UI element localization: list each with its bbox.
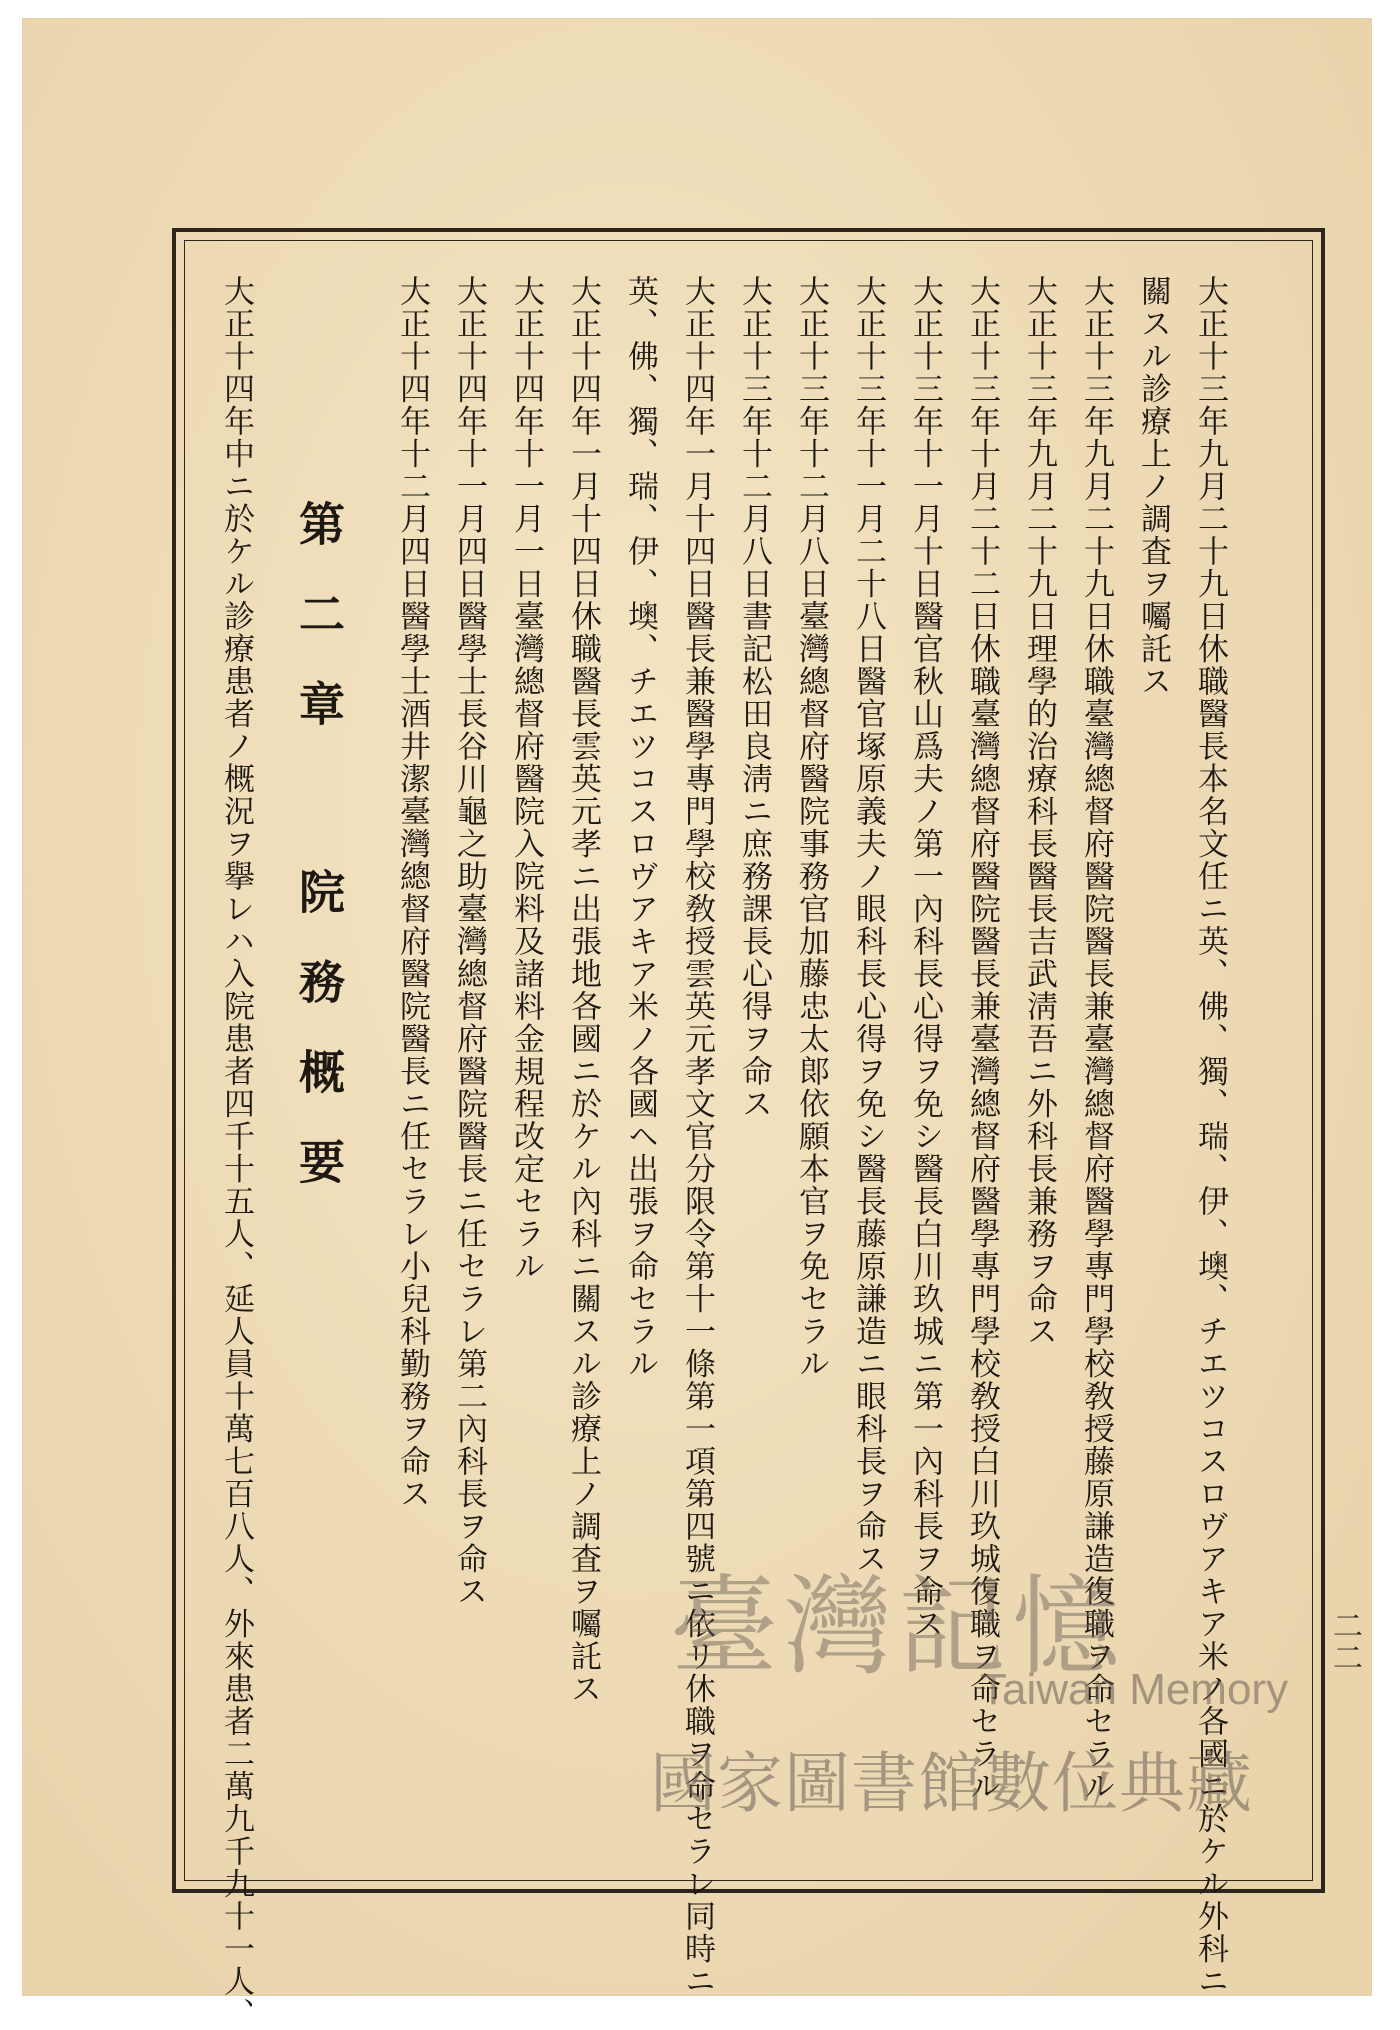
text-column: 大正十三年九月二十九日休職臺灣總督府醫院醫長兼臺灣總督府醫學專門學校敎授藤原謙造復職ヲ命セラル (1078, 275, 1114, 1803)
text-column: 大正十三年十一月十日醫官秋山爲夫ノ第一內科長心得ヲ免シ醫長白川玖城ニ第一內科長ヲ命ス (907, 275, 943, 1640)
text-column: 關スル診療上ノ調査ヲ囑託ス (1135, 275, 1171, 698)
text-column: 大正十三年九月二十九日休職醫長本名文任ニ英、佛、獨、瑞、伊、墺、チエツコスロヴアキア米ノ各國ニ於ケル外科ニ (1192, 275, 1228, 1998)
text-column: 大正十四年十一月四日醫學士長谷川龜之助臺灣總督府醫院醫長ニ任セラレ第二內科長ヲ命ス (451, 275, 487, 1608)
watermark-calligraphy: 臺灣記憶 (670, 1565, 1127, 1690)
text-column: 大正十四年十二月四日醫學士酒井潔臺灣總督府醫院醫長ニ任セラレ小兒科勤務ヲ命ス (394, 275, 430, 1510)
text-column: 大正十三年十月二十二日休職臺灣總督府醫院醫長兼臺灣總督府醫學專門學校敎授白川玖城復職ヲ命セラル (964, 275, 1000, 1803)
text-column: 大正十三年十二月八日書記松田良淸ニ庶務課長心得ヲ命ス (736, 275, 772, 1120)
text-column: 英、佛、獨、瑞、伊、墺、チエツコスロヴアキア米ノ各國ヘ出張ヲ命セラル (622, 275, 658, 1380)
text-column: 大正十三年十二月八日臺灣總督府醫院事務官加藤忠太郞依願本官ヲ免セラル (793, 275, 829, 1380)
text-column: 大正十四年一月十四日休職醫長雲英元孝ニ出張地各國ニ於ケル內科ニ關スル診療上ノ調査ヲ囑託ス (565, 275, 601, 1705)
text-column: 大正十三年九月二十九日理學的治療科長醫長吉武淸吾ニ外科長兼務ヲ命ス (1021, 275, 1057, 1348)
text-column: 大正十四年中ニ於ケル診療患者ノ概況ヲ擧レハ入院患者四千十五人、延人員十萬七百八人、外來患者二萬九千九十一人、 (218, 275, 254, 2030)
watermark-chinese: 國家圖書館數位典藏 (650, 1745, 1253, 1822)
watermark-english: Taiwan Memory (980, 1665, 1289, 1714)
text-column: 大正十四年一月十四日醫長兼醫學專門學校敎授雲英元孝文官分限令第十一條第一項第四號ニ依リ休職ヲ命セラレ同時ニ (679, 275, 715, 1998)
library-watermark (650, 1540, 1330, 1840)
chapter-heading: 第二章 院務概要 (292, 500, 346, 1228)
page-number: 二二 (1327, 1610, 1362, 1674)
text-column: 大正十三年十一月二十八日醫官塚原義夫ノ眼科長心得ヲ免シ醫長藤原謙造ニ眼科長ヲ命ス (850, 275, 886, 1575)
text-column: 大正十四年十一月一日臺灣總督府醫院入院料及諸料金規程改定セラル (508, 275, 544, 1283)
